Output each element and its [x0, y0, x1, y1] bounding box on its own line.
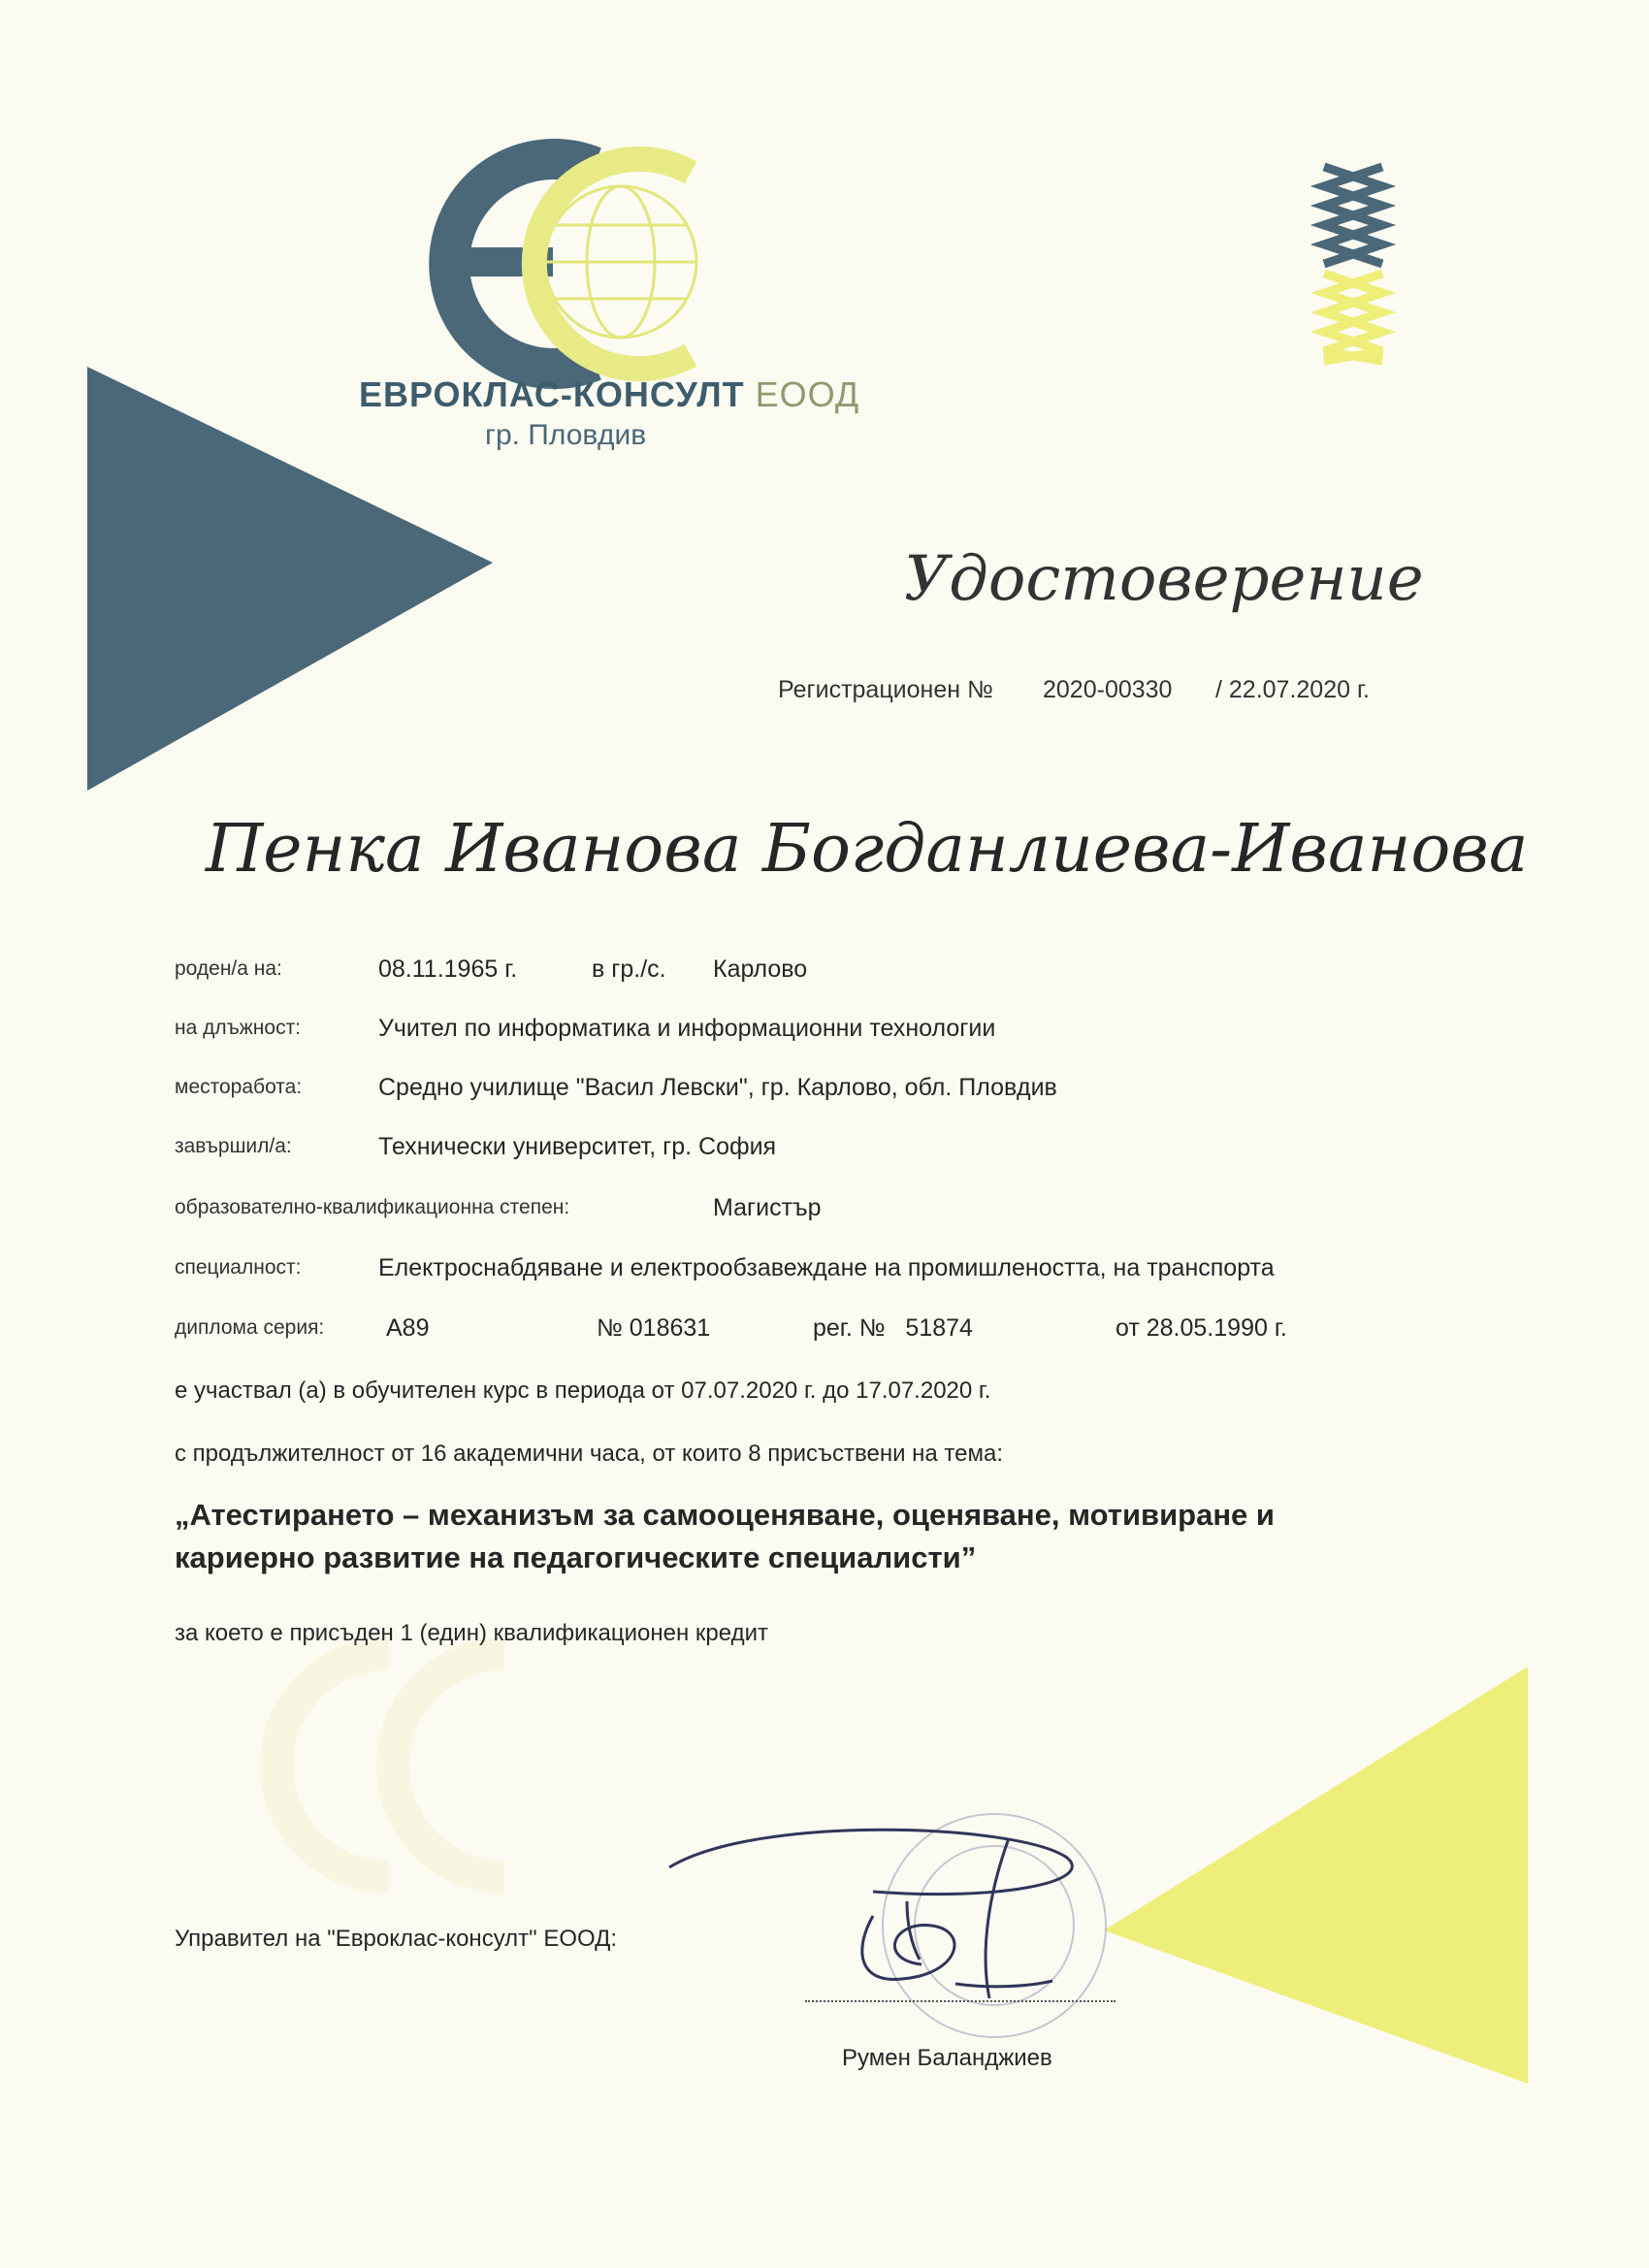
workplace-label: месторабота:	[175, 1076, 303, 1098]
course-topic	[175, 1494, 1339, 1579]
position-label: на длъжност:	[175, 1017, 302, 1039]
degree-value: Магистър	[713, 1194, 822, 1221]
registration-date: / 22.07.2020 г.	[1215, 676, 1370, 703]
diploma-reg: рег. № 51874	[813, 1314, 973, 1342]
duration-text: с продължителност от 16 академични часа, от които 8 присъствени на тема:	[175, 1441, 1004, 1467]
zigzag-ornament	[1324, 167, 1382, 361]
degree-label: образователно-квалификационна степен:	[175, 1196, 570, 1218]
diploma-label: диплома серия:	[175, 1316, 325, 1339]
graduated-value: Технически университет, гр. София	[378, 1133, 777, 1160]
workplace-value: Средно училище "Васил Левски", гр. Карлово, обл. Пловдив	[378, 1074, 1057, 1101]
teal-triangle	[87, 367, 493, 791]
diploma-series: А89	[386, 1314, 430, 1342]
company-city: гр. Пловдив	[485, 419, 647, 451]
credit-text: за което е присъден 1 (един) квалификационен кредит	[175, 1620, 768, 1646]
signature-line	[805, 2000, 1116, 2002]
handwritten-signature	[669, 1830, 1072, 1998]
document-title: Удостоверение	[904, 543, 1424, 615]
specialty-label: специалност:	[175, 1256, 302, 1279]
course-topic-line-1: „Атестирането – механизъм за самооценяване, оценяване, мотивиране и	[175, 1498, 1275, 1532]
specialty-value: Електроснабдяване и електрообзавеждане на промишлеността, на транспорта	[378, 1254, 1275, 1281]
place-value: Карлово	[713, 956, 808, 983]
born-label: роден/а на:	[175, 957, 282, 980]
place-label: в гр./с.	[592, 956, 666, 983]
watermark-logo	[276, 1654, 504, 1877]
diploma-number: № 018631	[597, 1314, 711, 1342]
course-topic-line-2: кариерно развитие на педагогическите специалисти”	[175, 1540, 977, 1574]
diploma-date: от 28.05.1990 г.	[1116, 1314, 1287, 1342]
yellow-triangle	[1104, 1667, 1528, 2084]
company-logo-mark	[449, 159, 696, 369]
graduated-label: завършил/а:	[175, 1135, 292, 1157]
person-full-name: Пенка Иванова Богданлиева-Иванова	[206, 811, 1529, 888]
company-name-suffix: ЕООД	[755, 374, 860, 414]
position-value: Учител по информатика и информационни технологии	[378, 1015, 996, 1042]
company-name-main: ЕВРОКЛАС-КОНСУЛТ	[359, 374, 745, 414]
signer-name: Румен Баланджиев	[842, 2045, 1052, 2071]
participation-text: е участвал (а) в обучителен курс в периода от 07.07.2020 г. до 17.07.2020 г.	[175, 1377, 991, 1404]
registration-label: Регистрационен №	[778, 676, 993, 703]
signer-caption: Управител на "Евроклас-консулт" ЕООД:	[175, 1926, 618, 1952]
born-date: 08.11.1965 г.	[378, 956, 518, 983]
registration-number: 2020-00330	[1043, 676, 1173, 703]
company-name	[359, 374, 859, 415]
